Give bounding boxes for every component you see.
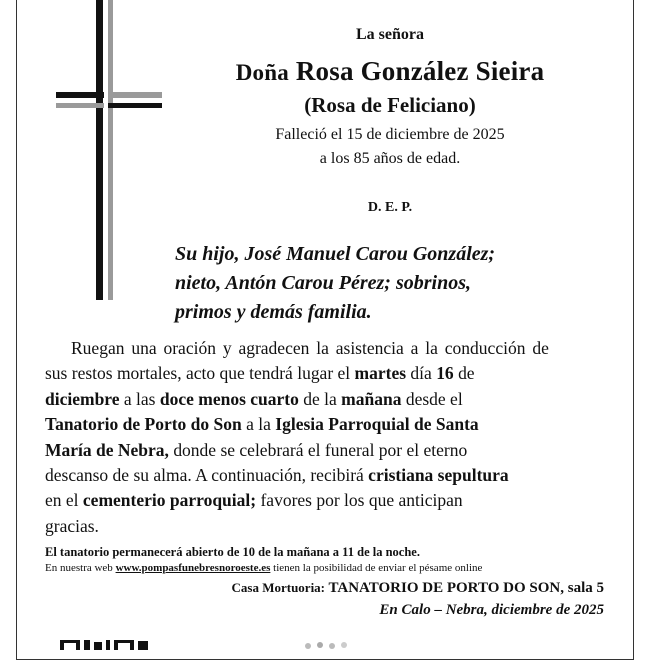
family-line: Su hijo, José Manuel Carou González; — [175, 243, 496, 265]
paragraph-line: gracias. — [45, 515, 99, 536]
age-text: a los 85 años de edad. — [319, 150, 461, 167]
company-logo-icon — [300, 640, 352, 650]
casa-value: TANATORIO DE PORTO DO SON, sala 5 — [328, 580, 604, 596]
paragraph-line: diciembre a las doce menos cuarto de la mañana desde el — [45, 388, 463, 409]
paragraph-line: Ruegan una oración y agradecen la asistencia a la conducción de — [71, 338, 549, 358]
hours-note: El tanatorio permanecerá abierto de 10 de la mañana a 11 de la noche. — [45, 545, 420, 559]
death-date: Falleció el 15 de diciembre de 2025 — [275, 126, 505, 143]
paragraph-line: en el cementerio parroquial; favores por los que anticipan — [45, 490, 463, 511]
paragraph-line: descanso de su alma. A continuación, recibirá cristiana sepultura — [45, 465, 509, 486]
casa-label: Casa Mortuoria: — [231, 580, 326, 595]
place-date: En Calo – Nebra, diciembre de 2025 — [379, 602, 604, 618]
ceremony-paragraph — [45, 336, 605, 539]
name-prefix: Doña — [235, 60, 289, 85]
deceased-name — [150, 56, 630, 87]
family-block — [175, 240, 605, 327]
paragraph-line: María de Nebra, donde se celebrará el funeral por el eterno — [45, 439, 468, 460]
dep-text: D. E. P. — [367, 200, 413, 215]
paragraph-line: Tanatorio de Porto do Son a la Iglesia Parroquial de Santa — [45, 414, 479, 435]
website-link[interactable]: www.pompasfunebresnoroeste.es — [115, 562, 271, 574]
paragraph-line: sus restos mortales, acto que tendrá lugar el martes día 16 de — [45, 363, 475, 384]
casa-mortuoria — [232, 580, 605, 597]
family-line: primos y demás familia. — [175, 301, 372, 323]
intro-text: La señora — [356, 26, 424, 43]
cross-icon — [0, 0, 170, 310]
qr-code-icon — [60, 640, 150, 650]
family-line: nieto, Antón Carou Pérez; sobrinos, — [175, 272, 471, 294]
name-main: Rosa González Sieira — [295, 56, 545, 86]
web-note: En nuestra web www.pompasfunebresnoroeste.es tienen la posibilidad de enviar el pésame online — [45, 562, 483, 574]
nickname: (Rosa de Feliciano) — [304, 93, 476, 117]
